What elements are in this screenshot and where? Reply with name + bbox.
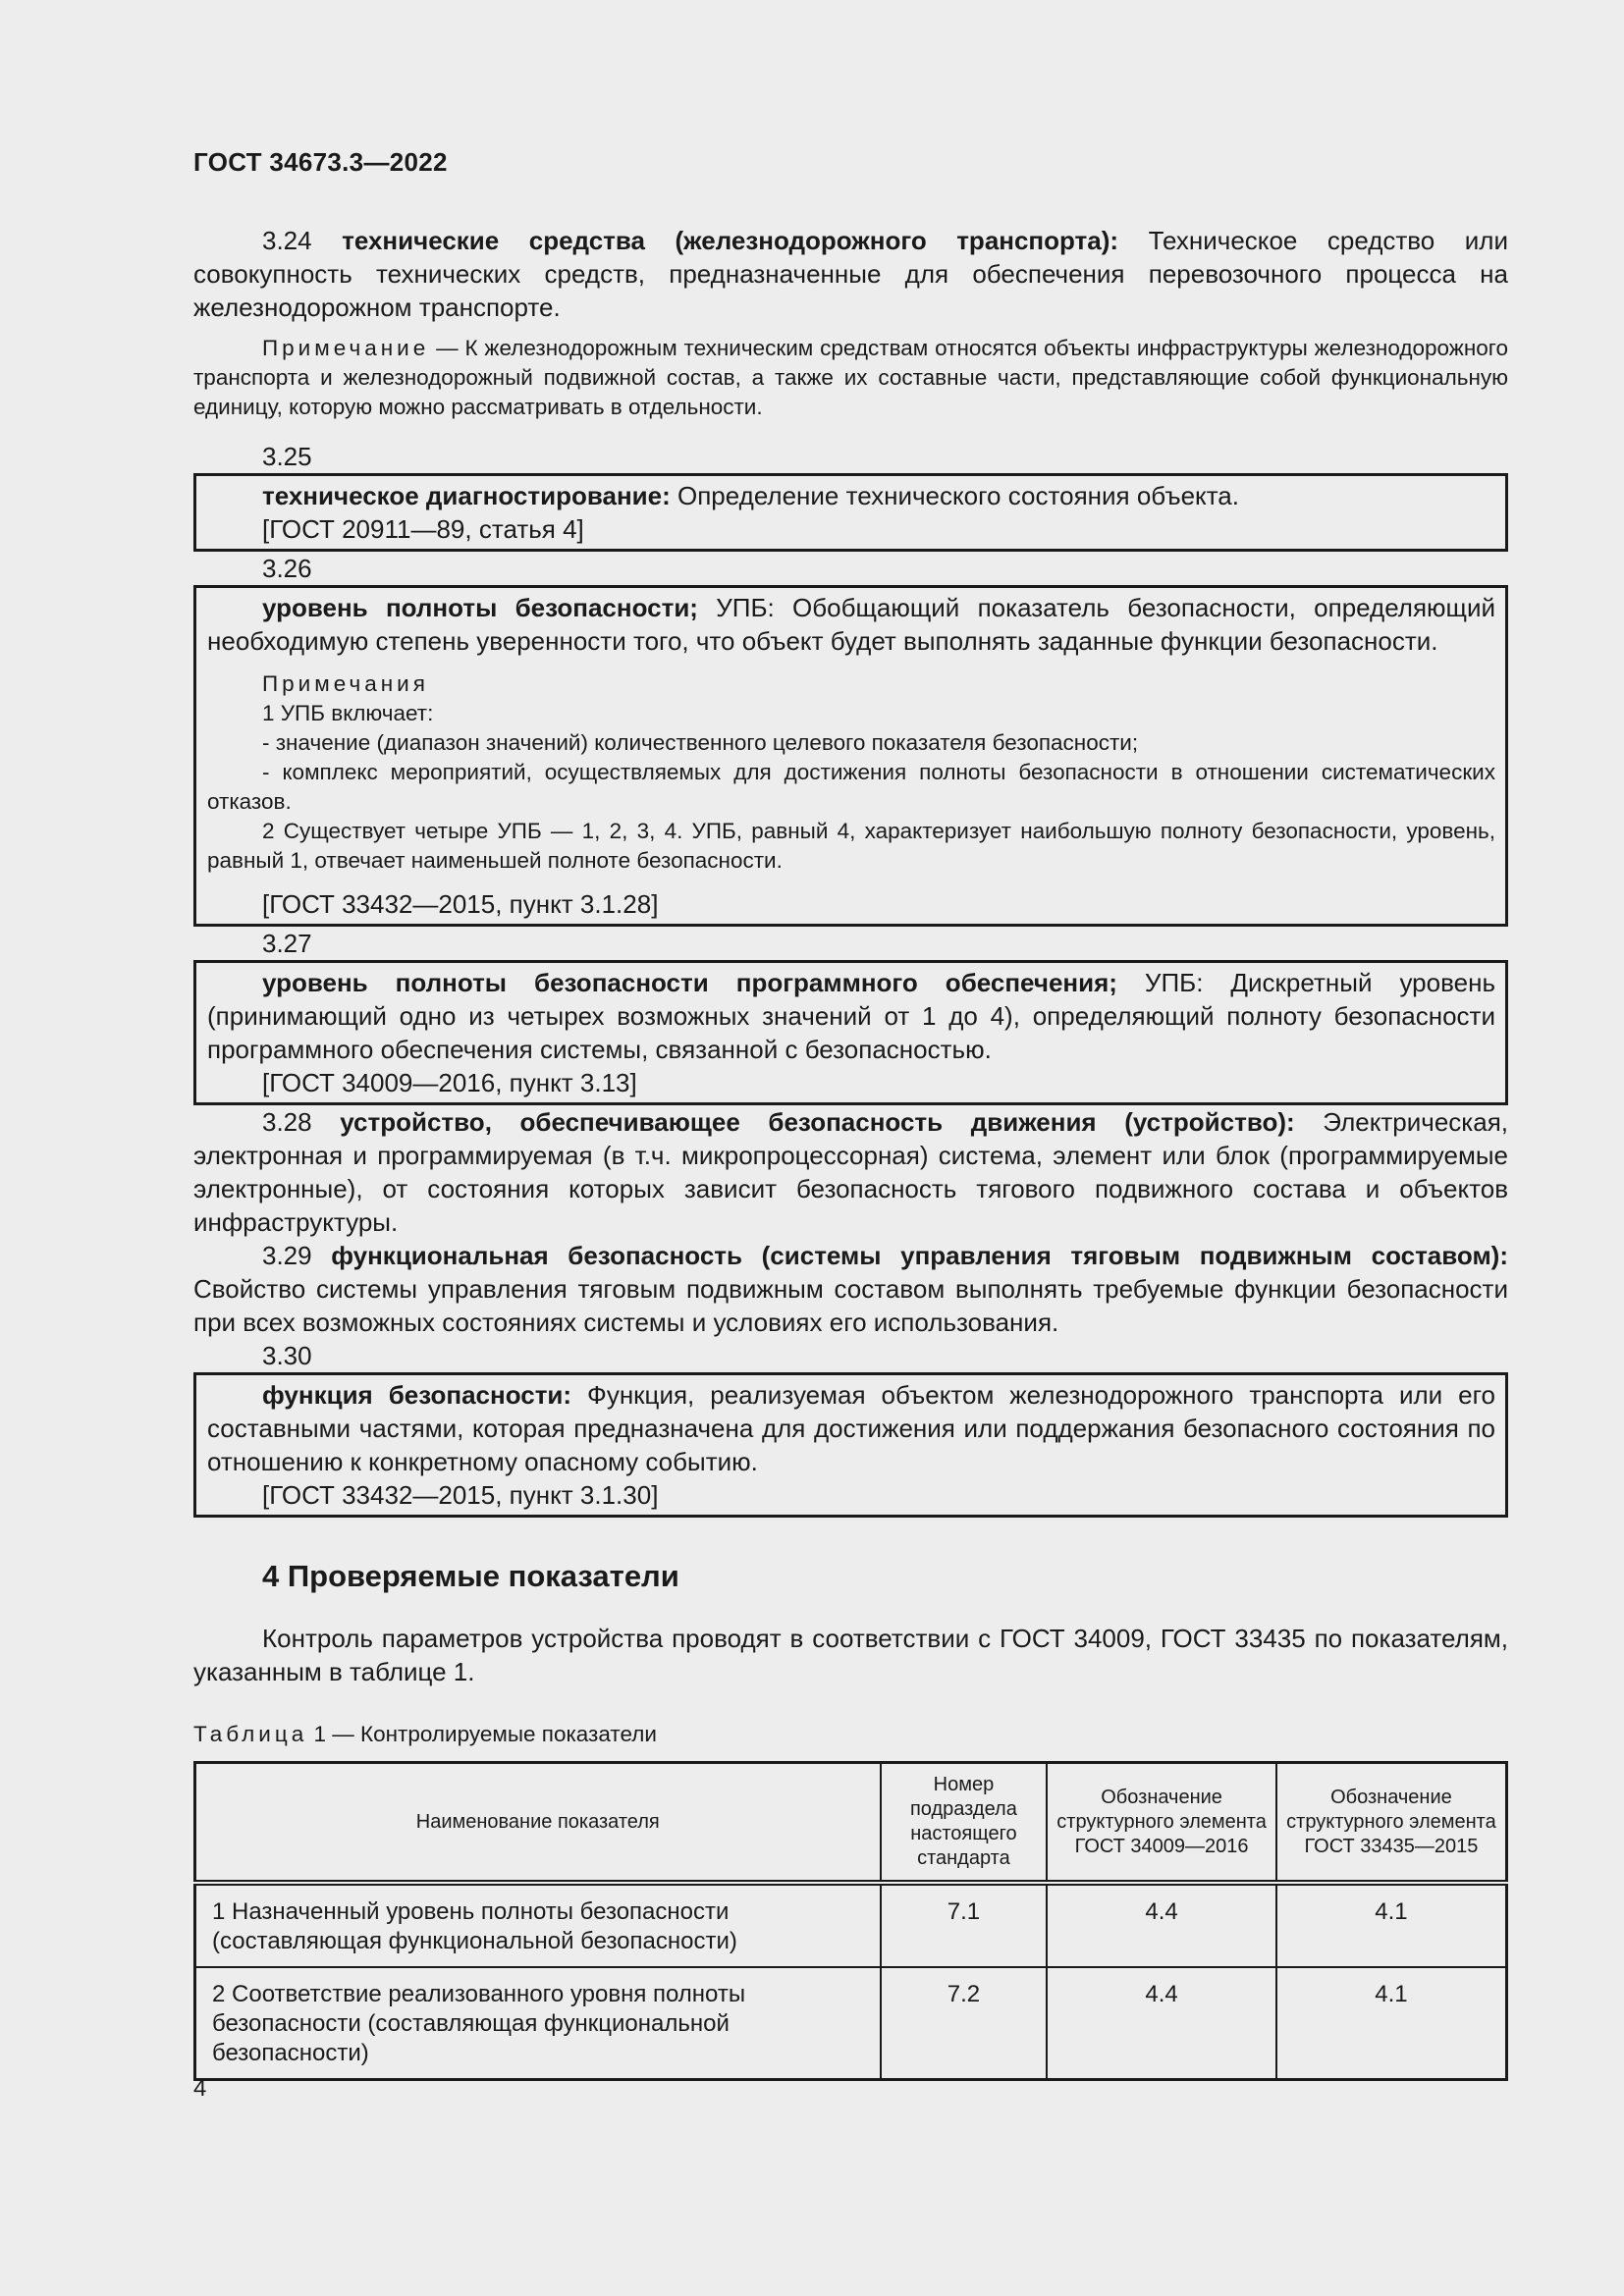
term-definition: Функция, реализуемая объектом железнодорожного транспорта или его составными частями, которая предназначена для достижения или поддержания безопасного состояния по отношению к конкретному опасному событию. (207, 1380, 1495, 1476)
table-cell: 7.1 (881, 1883, 1048, 1967)
term-definition: Техническое средство или совокупность технических средств, предназначенные для обеспечения перевозочного процесса на железнодорожном транспорте. (193, 226, 1508, 322)
term-3-26-notes (207, 669, 1495, 876)
term-definition: Определение технического состояния объекта. (670, 481, 1239, 510)
term-3-26-number: 3.26 (262, 554, 312, 583)
table-cell: 1 Назначенный уровень полноты безопасности (составляющая функциональной безопасности) (195, 1883, 881, 1967)
term-3-25 (207, 479, 1495, 512)
note-label: Примечание (262, 336, 430, 360)
table-row (195, 1967, 1507, 2080)
note-1: 1 УПБ включает: (262, 701, 434, 725)
term-definition: Электрическая, электронная и программируемая (в т.ч. микропроцессорная) система, элемент или блок (программируемые электронные), от состояния которых зависит безопасность тягового подвижного состава и объектов инфраструктуры. (193, 1107, 1509, 1237)
term-title: уровень полноты безопасности; (262, 593, 698, 622)
table-header-cell: Наименование показателя (195, 1763, 881, 1884)
table-cell: 4.4 (1047, 1883, 1276, 1967)
document-header: ГОСТ 34673.3—2022 (193, 147, 448, 177)
term-source: [ГОСТ 34009—2016, пункт 3.13] (262, 1068, 637, 1097)
note-text: — К железнодорожным техническим средствам относятся объекты инфраструктуры железнодорожного транспорта и железнодорожный подвижной состав, а также их составные части, представляющие собой функциональную единицу, которую можно рассматривать в отдельности. (193, 336, 1508, 419)
note-1b: - комплекс мероприятий, осуществляемых для достижения полноты безопасности в отношении систематических отказов. (207, 760, 1495, 814)
term-3-30-number: 3.30 (262, 1341, 312, 1370)
note-1a: - значение (диапазон значений) количественного целевого показателя безопасности; (262, 730, 1139, 755)
page-number: 4 (193, 2075, 207, 2102)
term-source: [ГОСТ 33432—2015, пункт 3.1.30] (262, 1480, 659, 1510)
term-source: [ГОСТ 33432—2015, пункт 3.1.28] (262, 889, 659, 919)
table-caption (193, 1722, 1508, 1747)
table-caption-text: 1 — Контролируемые показатели (307, 1722, 657, 1746)
term-definition: Свойство системы управления тяговым подвижным составом выполнять требуемые функции безопасности при всех возможных состояниях системы и условиях его использования. (193, 1274, 1508, 1337)
term-3-27-box (193, 960, 1508, 1105)
term-3-25-number: 3.25 (262, 442, 312, 471)
term-title: функция безопасности: (262, 1380, 572, 1410)
term-3-24 (193, 224, 1508, 324)
term-3-27-number: 3.27 (262, 929, 312, 958)
table-cell: 7.2 (881, 1967, 1048, 2080)
page-content (193, 224, 1508, 2081)
section-text: Контроль параметров устройства проводят в соответствии с ГОСТ 34009, ГОСТ 33435 по показателям, указанным в таблице 1. (193, 1624, 1508, 1686)
term-title: технические средства (железнодорожного транспорта): (342, 226, 1119, 255)
table-header-cell: Номер подраздела настоящего стандарта (881, 1763, 1048, 1884)
term-3-27 (207, 966, 1495, 1066)
term-title: техническое диагностирование: (262, 481, 671, 510)
term-3-29 (193, 1239, 1508, 1339)
table-cell: 4.1 (1276, 1967, 1507, 2080)
term-3-28 (193, 1105, 1508, 1239)
term-definition: УПБ: Дискретный уровень (принимающий одно из четырех возможных значений от 1 до 4), определяющий полноту безопасности программного обеспечения системы, связанной с безопасностью. (207, 968, 1495, 1064)
term-3-26 (207, 591, 1495, 658)
term-3-30 (207, 1378, 1495, 1478)
table-header-row (195, 1763, 1507, 1884)
table-cell: 2 Соответствие реализованного уровня полноты безопасности (составляющая функциональной безопасности) (195, 1967, 881, 2080)
table-header-cell: Обозначение структурного элемента ГОСТ 33435—2015 (1276, 1763, 1507, 1884)
notes-label: Примечания (262, 671, 429, 696)
term-number: 3.28 (262, 1107, 341, 1137)
term-title: функциональная безопасность (системы управления тяговым подвижным составом): (331, 1241, 1508, 1270)
term-3-24-note (193, 334, 1508, 422)
term-number: 3.24 (262, 226, 343, 255)
table-caption-label: Таблица (193, 1722, 308, 1746)
term-3-30-box (193, 1372, 1508, 1518)
term-3-25-box (193, 473, 1508, 552)
term-3-26-box (193, 585, 1508, 927)
note-2: 2 Существует четыре УПБ — 1, 2, 3, 4. УПБ, равный 4, характеризует наибольшую полноту безопасности, уровень, равный 1, отвечает наименьшей полноте безопасности. (207, 819, 1495, 873)
table-row (195, 1883, 1507, 1967)
term-source: [ГОСТ 20911—89, статья 4] (262, 514, 584, 544)
term-definition: УПБ: Обобщающий показатель безопасности, определяющий необходимую степень уверенности того, что объект будет выполнять заданные функции безопасности. (207, 593, 1495, 656)
table-header-cell: Обозначение структурного элемента ГОСТ 34009—2016 (1047, 1763, 1276, 1884)
term-number: 3.29 (262, 1241, 332, 1270)
table-1 (193, 1761, 1508, 2081)
section-title: 4 Проверяемые показатели (262, 1559, 679, 1593)
table-cell: 4.1 (1276, 1883, 1507, 1967)
table-cell: 4.4 (1047, 1967, 1276, 2080)
term-title: устройство, обеспечивающее безопасность движения (устройство): (340, 1107, 1295, 1137)
term-title: уровень полноты безопасности программного обеспечения; (262, 968, 1117, 997)
